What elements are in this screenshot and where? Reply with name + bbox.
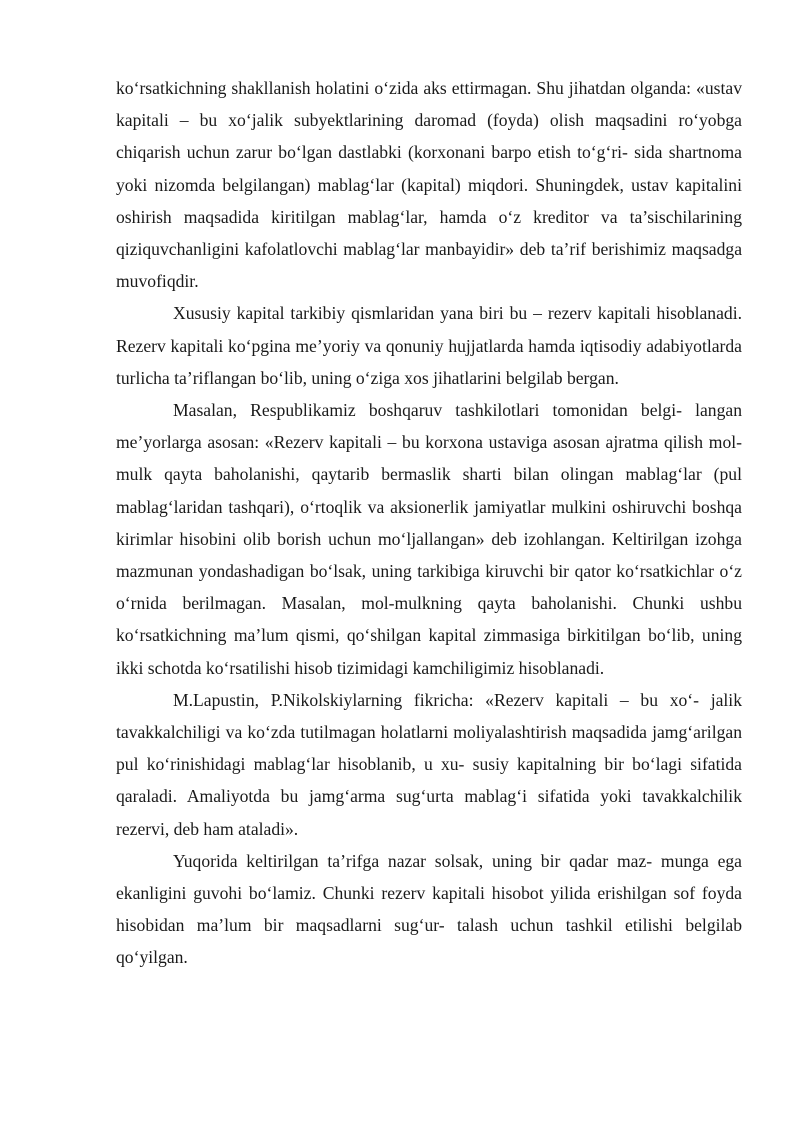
paragraph: ko‘rsatkichning shakllanish holatini o‘zida aks ettirmagan. Shu jihatdan olganda: «ustav kapitali – bu xo‘jalik subyektlarining daromad (foyda) olish maqsadini ro‘yobga chiqarish uchun zarur bo‘lgan dastlabki (korxonani barpo etish to‘g‘ri- sida shartnoma yoki nizomda belgilangan) mablag‘lar (kapital) miqdori. Shuningdek, ustav kapitalini oshirish maqsadida kiritilgan mablag‘lar, hamda o‘z kreditor va ta’sischilarining qiziquvchanligini kafolatlovchi mablag‘lar manbayidir» deb ta’rif berishimiz maqsadga muvofiqdir.	[116, 78, 742, 292]
paragraph: Yuqorida keltirilgan ta’rifga nazar solsak, uning bir qadar maz- munga ega ekanligini guvohi bo‘lamiz. Chunki rezerv kapitali hisobot yilida erishilgan sof foyda hisobidan ma’lum bir maqsadlarni sug‘ur- talash uchun tashkil etilishi belgilab qo‘yilgan.	[116, 850, 742, 968]
paragraph: M.Lapustin, P.Nikolskiylarning fikricha: «Rezerv kapitali – bu xo‘- jalik tavakkalchiligi va ko‘zda tutilmagan holatlarni moliyalashtirish maqsadida jamg‘arilgan pul ko‘rinishidagi mablag‘lar hisoblanib, u xu- susiy kapitalning bir bo‘lagi sifatida qaraladi. Amaliyotda bu jamg‘arma sug‘urta mablag‘i sifatida yoki tavakkalchilik rezervi, deb ham ataladi».	[116, 689, 742, 839]
paragraph: Xususiy kapital tarkibiy qismlaridan yana biri bu – rezerv kapitali hisoblanadi. Rezerv kapitali ko‘pgina me’yoriy va qonuniy hujjatlarda hamda iqtisodiy adabiyotlarda turlicha ta’riflangan bo‘lib, uning o‘ziga xos jihatlarini belgilab bergan.	[116, 303, 742, 388]
body-text	[116, 72, 742, 974]
paragraph: Masalan, Respublikamiz boshqaruv tashkilotlari tomonidan belgi- langan me’yorlarga asosan: «Rezerv kapitali – bu korxona ustaviga asosan ajratma qilish mol-mulk qayta baholanishi, qaytarib bermaslik sharti bilan olingan mablag‘lar (pul mablag‘laridan tashqari), o‘rtoqlik va aksionerlik jamiyatlar mulkini oshiruvchi boshqa kirimlar hisobini olib borish uchun mo‘ljallangan» deb izohlangan. Keltirilgan izohga mazmunan yondashadigan bo‘lsak, uning tarkibiga kiruvchi bir qator ko‘rsatkichlar o‘z o‘rnida berilmagan. Masalan, mol-mulkning qayta baholanishi. Chunki ushbu ko‘rsatkichning ma’lum qismi, qo‘shilgan kapital zimmasiga birkitilgan bo‘lib, uning ikki schotda ko‘rsatilishi hisob tizimidagi kamchiligimiz hisoblanadi.	[116, 400, 742, 678]
